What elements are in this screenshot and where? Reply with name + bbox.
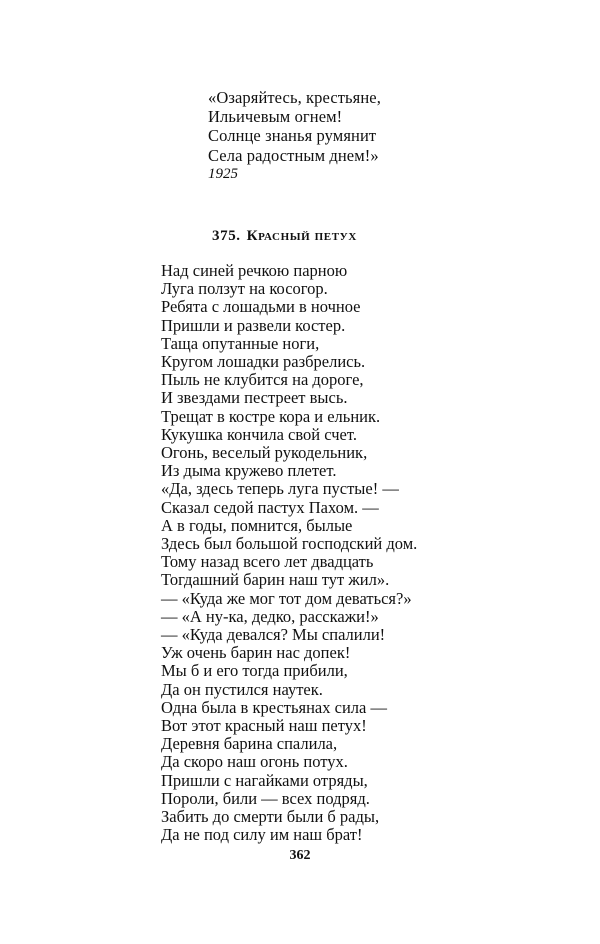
poem-line: Пришли с нагайками отряды, bbox=[161, 770, 368, 790]
poem-line: Кругом лошадки разбрелись. bbox=[161, 352, 366, 372]
poem-line: Пришли и развели костер. bbox=[161, 315, 346, 335]
poem-line: Деревня барина спалила, bbox=[161, 734, 338, 754]
poem-number: 375. bbox=[212, 228, 241, 244]
poem-heading bbox=[212, 228, 357, 245]
poem-line: Уж очень барин нас допек! bbox=[161, 643, 351, 663]
poem-title: Красный петух bbox=[246, 228, 357, 244]
poem-line: Ребята с лошадьми в ночное bbox=[161, 297, 361, 317]
poem-line: Из дыма кружево плетет. bbox=[161, 461, 337, 481]
poem-line: Тогдашний барин наш тут жил». bbox=[161, 570, 390, 590]
poem-line: Вот этот красный наш петух! bbox=[161, 716, 367, 736]
poem-line: А в годы, помнится, былые bbox=[161, 515, 353, 535]
poem-line: Одна была в крестьянах сила — bbox=[161, 697, 387, 717]
epigraph-line: Ильичевым огнем! bbox=[208, 107, 343, 127]
poem-line: — «Куда девался? Мы спалили! bbox=[161, 625, 386, 645]
epigraph-line: «Озаряйтесь, крестьяне, bbox=[208, 88, 381, 107]
epigraph-line: Села радостным днем!» bbox=[208, 145, 379, 165]
epigraph-line: Солнце знанья румянит bbox=[208, 126, 377, 146]
poem-line: Забить до смерти были б рады, bbox=[161, 807, 380, 827]
poem-line: Луга ползут на косогор. bbox=[161, 279, 328, 299]
poem-line: Трещат в костре кора и ельник. bbox=[161, 406, 381, 426]
poem-line: Пыль не клубится на дороге, bbox=[161, 370, 364, 390]
poem-line: Таща опутанные ноги, bbox=[161, 333, 320, 353]
poem-line: Мы б и его тогда прибили, bbox=[161, 661, 348, 681]
poem-line: — «А ну-ка, дедко, расскажи!» bbox=[161, 606, 379, 626]
poem-line: — «Куда же мог тот дом деваться?» bbox=[161, 588, 412, 608]
poem-line: Сказал седой пастух Пахом. — bbox=[161, 497, 379, 517]
poem-body bbox=[161, 262, 417, 845]
poem-line: «Да, здесь теперь луга пустые! — bbox=[161, 479, 399, 499]
poem-line: Над синей речкою парною bbox=[161, 261, 348, 280]
poem-line: Да не под силу им наш брат! bbox=[161, 825, 363, 845]
poem-line: Пороли, били — всех подряд. bbox=[161, 788, 370, 808]
poem-line: И звездами пестреет высь. bbox=[161, 388, 348, 408]
poem-line: Да скоро наш огонь потух. bbox=[161, 752, 348, 772]
poem-line: Кукушка кончила свой счет. bbox=[161, 424, 357, 444]
poem-year: 1925 bbox=[208, 166, 238, 182]
epigraph-stanza bbox=[208, 88, 381, 165]
poem-line: Здесь был большой господский дом. bbox=[161, 534, 418, 554]
poem-line: Огонь, веселый рукодельник, bbox=[161, 443, 368, 463]
page-number: 362 bbox=[289, 848, 311, 863]
poem-line: Да он пустился наутек. bbox=[161, 679, 323, 699]
poem-line: Тому назад всего лет двадцать bbox=[161, 552, 374, 572]
